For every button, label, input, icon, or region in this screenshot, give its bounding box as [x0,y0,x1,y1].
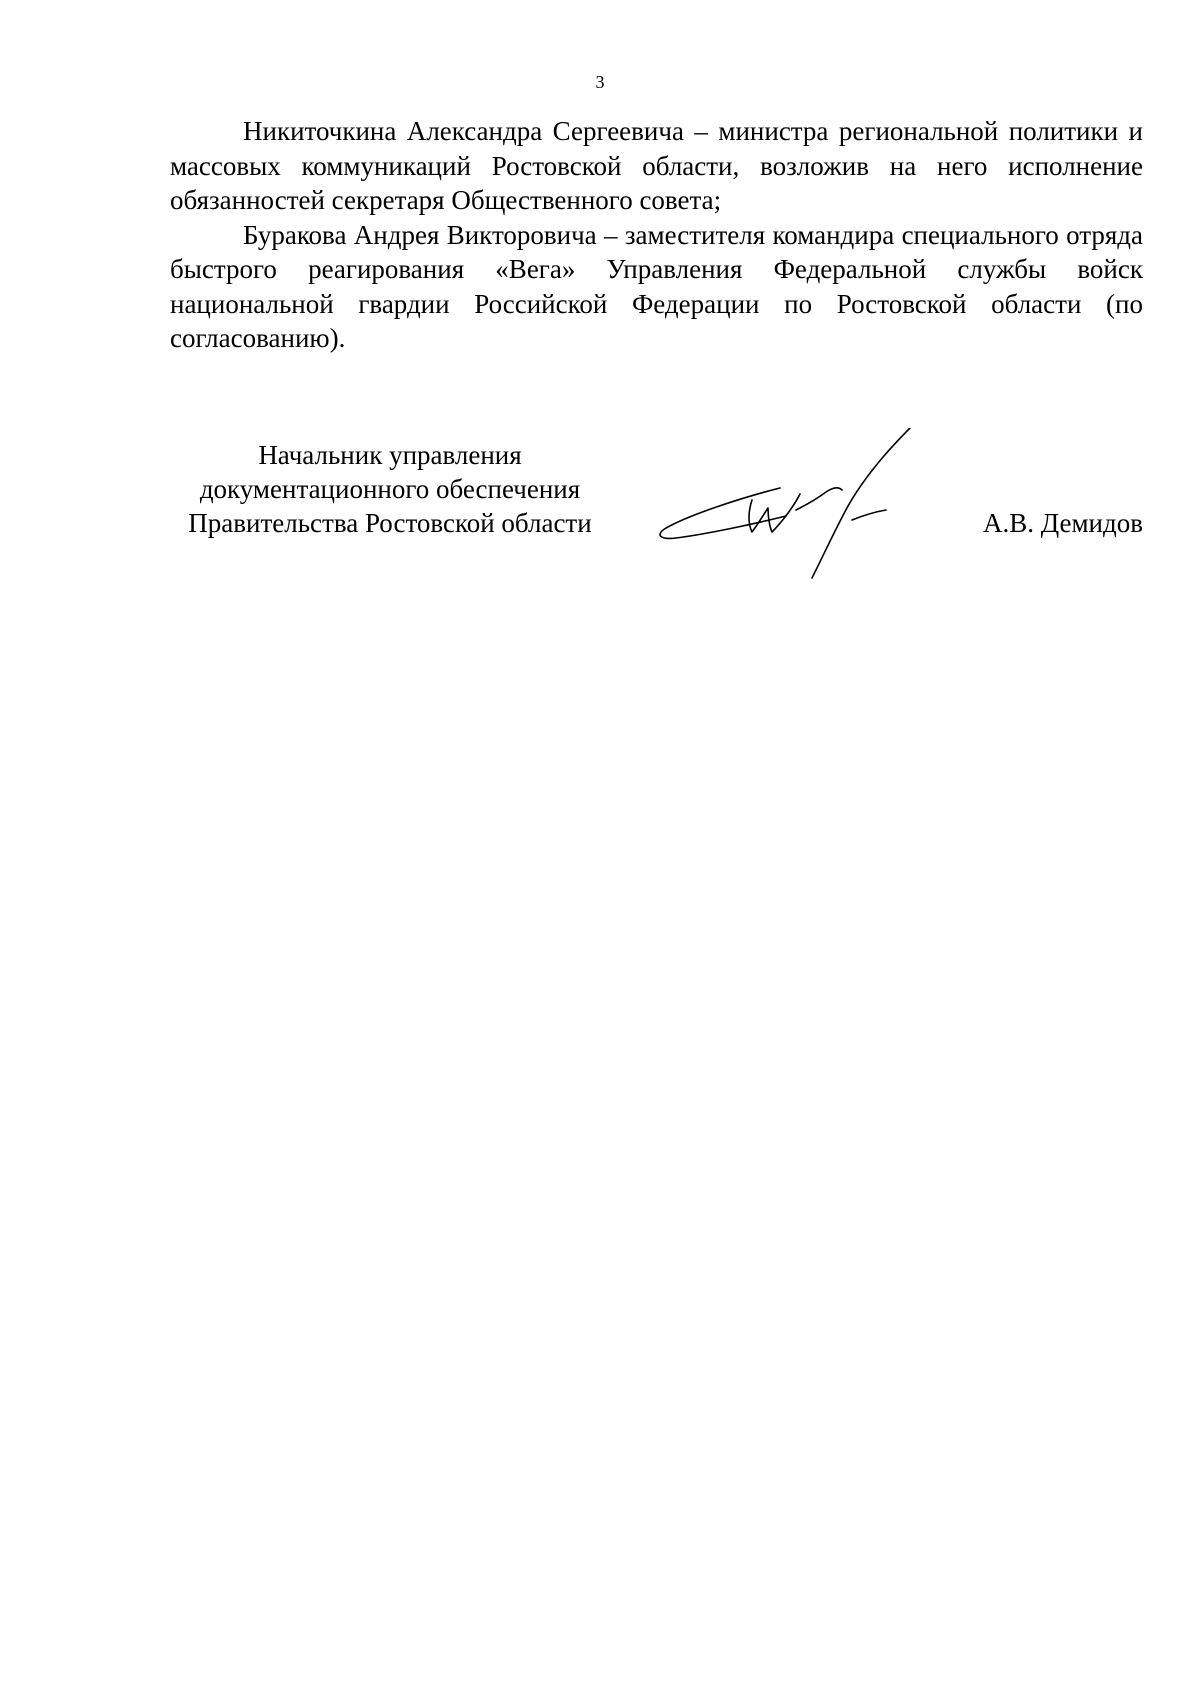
position-line-2: документационного обеспечения [199,474,581,504]
position-line-1: Начальник управления [258,440,522,470]
document-body [170,114,1143,356]
signer-name: А.В. Демидов [982,508,1143,538]
signature-block [170,438,1143,598]
position-line-3: Правительства Ростовской области [188,508,592,538]
page-number: 3 [595,72,605,92]
signer-position [170,438,610,540]
member-paragraph-2: Буракова Андрея Викторовича – заместителя командира специального отряда быстрого реагирования «Вега» Управления Федеральной службы войск национальной гвардии Российской Федерации по Ростовской области (по согласованию). [170,219,1143,353]
handwritten-signature [648,428,938,588]
member-paragraph-1: Никиточкина Александра Сергеевича – министра региональной политики и массовых коммуникаций Ростовской области, возложив на него исполнение обязанностей секретаря Общественного совета; [170,116,1143,215]
